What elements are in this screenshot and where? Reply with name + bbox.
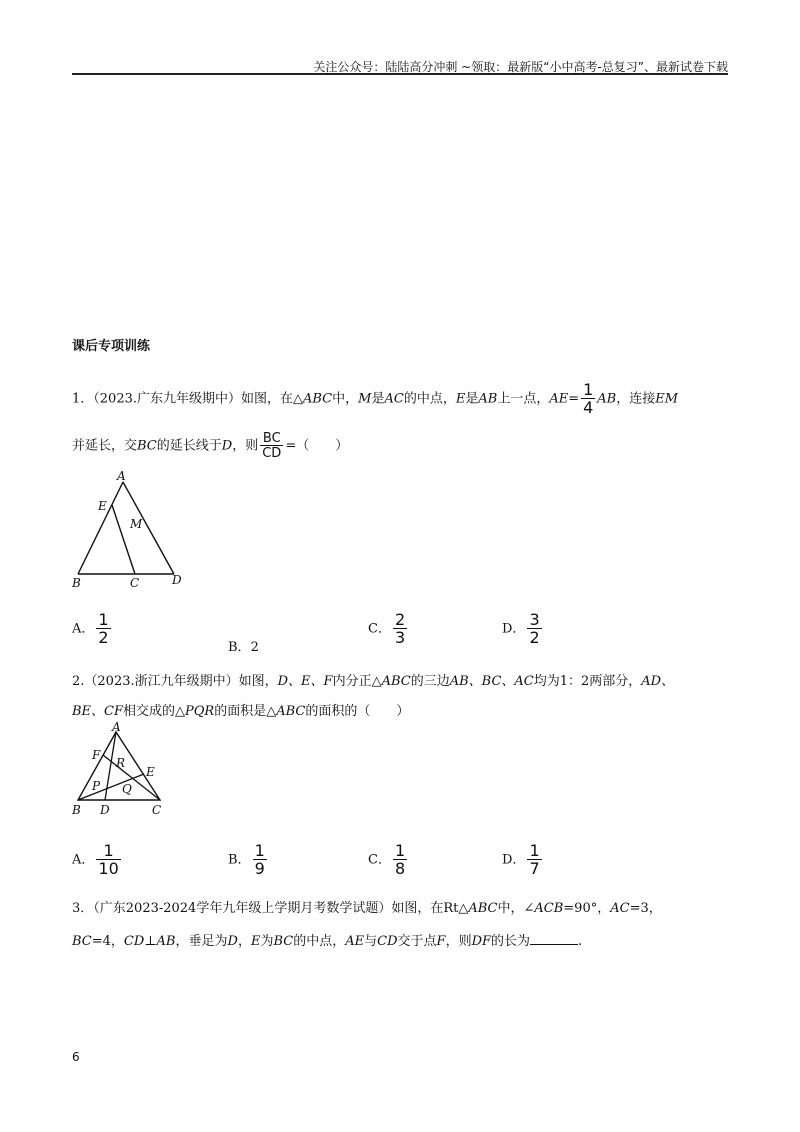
q1-label-c: C: [130, 576, 140, 590]
q3-text: ⊥: [144, 934, 157, 949]
q3-text: =4，: [91, 934, 124, 949]
q1-text: 上一点，: [497, 391, 550, 407]
q1-option-d[interactable]: [502, 612, 544, 646]
q3-text: 与: [364, 934, 378, 949]
q1-text: ，连接: [616, 391, 656, 407]
q3-acb: ACB: [534, 901, 564, 916]
option-fraction: [527, 612, 541, 646]
frac-den: 10: [98, 859, 119, 878]
q3-text: 为: [260, 934, 274, 949]
q1-text: 是: [465, 391, 479, 407]
q2-option-c[interactable]: [368, 843, 409, 877]
q3-ae: AE: [345, 934, 365, 949]
q3-cd: CD: [123, 934, 145, 949]
frac-den: 8: [394, 859, 406, 878]
q1-ab: AB: [597, 391, 617, 407]
q2-abc: ABC: [381, 674, 411, 689]
q1-ratio-den: CD: [262, 446, 282, 461]
option-fraction: [96, 612, 110, 646]
q1-label-b: B: [72, 576, 81, 590]
q3-text: 交于点: [397, 934, 437, 949]
q2-text: 的面积是△: [214, 704, 277, 719]
q2-label-c: C: [152, 803, 162, 817]
q1-ratio-num: BC: [262, 431, 281, 446]
option-fraction: [393, 843, 407, 877]
option-letter: B．: [228, 640, 251, 655]
q3-cd: CD: [377, 934, 398, 949]
option-fraction: [393, 612, 407, 646]
q1-ratio: [260, 432, 283, 460]
header-divider: [72, 73, 728, 75]
option-fraction: [527, 843, 541, 877]
option-fraction: [253, 843, 267, 877]
q3-line1: [72, 897, 662, 916]
q3-text: ，则: [445, 934, 472, 949]
q1-text: 并延长，交: [72, 438, 138, 454]
q1-option-b[interactable]: [228, 636, 259, 655]
q1-side-ab: [78, 482, 123, 574]
q2-label-a: A: [112, 722, 121, 734]
q2-label-e: E: [146, 765, 155, 779]
option-fraction: [96, 843, 120, 877]
q3-text: ，垂足为: [175, 934, 228, 949]
q2-def: D、E、F: [277, 674, 333, 689]
q2-option-b[interactable]: [228, 843, 269, 877]
q2-label-q: Q: [122, 782, 132, 796]
q2-option-a[interactable]: [72, 843, 123, 877]
q1-m: M: [358, 391, 372, 407]
q1-bc: BC: [137, 438, 157, 454]
frac-den: 7: [529, 859, 540, 878]
q1-e: E: [455, 391, 466, 407]
q3-e: E: [250, 934, 261, 949]
frac-num: 1: [254, 841, 265, 860]
q2-label-b: B: [72, 803, 81, 817]
q1-text: 是: [371, 391, 385, 407]
q2-text: 内分正△: [332, 674, 382, 689]
q3-bc: BC: [273, 934, 294, 949]
q2-label-r: R: [116, 756, 126, 770]
q2-line1: [72, 670, 674, 689]
frac-num: 2: [394, 610, 406, 629]
q1-text: =（ ）: [285, 438, 349, 454]
q1-text: ，则: [232, 438, 259, 454]
q2-line2: [72, 700, 409, 719]
q2-label-p: P: [92, 779, 101, 793]
q1-ae-eq: AE=: [549, 391, 580, 407]
q3-ab: AB: [156, 934, 176, 949]
frac-num: 1: [529, 841, 540, 860]
q2-line-be: [78, 774, 144, 800]
frac-den: 2: [529, 628, 540, 647]
q1-ab: AB: [478, 391, 498, 407]
frac-num: 1: [394, 841, 406, 860]
q2-pqr: PQR: [185, 704, 215, 719]
q2-text: 的面积的（ ）: [305, 704, 410, 719]
option-letter: C．: [368, 852, 391, 868]
q2-abc: ABC: [276, 704, 306, 719]
option-letter: B．: [228, 852, 251, 868]
q3-line2: [72, 930, 582, 949]
q1-em: EM: [655, 391, 679, 407]
q1-abc: ABC: [303, 391, 333, 407]
q3-d: D: [227, 934, 238, 949]
q1-text: 的延长线于: [156, 438, 222, 454]
q1-text: 1．（2023.广东九年级期中）如图，在△: [72, 391, 303, 407]
q2-label-d: D: [100, 803, 110, 817]
q3-text: .: [578, 934, 583, 949]
q3-text: =90°，: [563, 901, 611, 916]
q2-text: 的三边: [410, 674, 450, 689]
option-letter: D．: [502, 621, 526, 637]
q1-label-d: D: [172, 573, 182, 587]
q1-frac-num: 1: [583, 380, 594, 399]
option-letter: A．: [72, 621, 95, 637]
q2-text: 2.（2023.浙江九年级期中）如图，: [72, 674, 278, 689]
q3-text: 中，∠: [497, 901, 535, 916]
q1-frac-den: 4: [583, 398, 594, 417]
q3-text: ，: [237, 934, 251, 949]
q2-text: 相交成的△: [123, 704, 186, 719]
q1-label-m: M: [130, 517, 143, 531]
frac-num: 1: [98, 610, 109, 629]
q3-text: 的长为: [491, 934, 531, 949]
q2-sides: AB、BC、AC: [449, 674, 534, 689]
q1-figure: [68, 470, 198, 590]
section-title: 课后专项训练: [72, 339, 151, 354]
frac-num: 1: [103, 841, 114, 860]
option-letter: D．: [502, 852, 526, 868]
q3-abc: ABC: [468, 901, 498, 916]
option-letter: C．: [368, 621, 391, 637]
answer-blank[interactable]: [530, 932, 578, 945]
frac-den: 9: [254, 859, 265, 878]
q2-text: 均为1：2两部分，: [533, 674, 642, 689]
q1-label-a: A: [117, 470, 126, 483]
option-value: 2: [250, 640, 259, 655]
q3-bc: BC: [72, 934, 92, 949]
q1-text: 中，: [332, 391, 359, 407]
q3-ac: AC: [610, 901, 630, 916]
q3-text: 的中点，: [293, 934, 346, 949]
q1-label-e: E: [98, 499, 107, 513]
q2-option-d[interactable]: [502, 843, 544, 877]
frac-den: 3: [394, 628, 406, 647]
q2-figure: [68, 722, 178, 822]
q1-fraction: [581, 382, 595, 416]
q1-line2: [72, 432, 348, 460]
q3-df: DF: [471, 934, 492, 949]
q1-d: D: [221, 438, 233, 454]
q1-option-c[interactable]: [368, 612, 409, 646]
frac-num: 3: [529, 610, 540, 629]
q1-line1: [72, 382, 678, 416]
q1-line-ec: [112, 505, 135, 574]
q1-ac: AC: [384, 391, 404, 407]
option-letter: A．: [72, 852, 95, 868]
q1-text: 的中点，: [403, 391, 456, 407]
q3-text: 3．（广东2023-2024学年九年级上学期月考数学试题）如图，在Rt△: [72, 901, 469, 916]
q3-f: F: [436, 934, 446, 949]
page-header: 关注公众号：陆陆高分冲刺 ~领取：最新版“小中高考-总复习”、最新试卷下载: [313, 60, 728, 74]
q2-be-cf: BE、CF: [72, 704, 124, 719]
page-number: 6: [72, 1050, 80, 1064]
q1-option-a[interactable]: [72, 612, 113, 646]
frac-den: 2: [98, 628, 109, 647]
q3-text: =3，: [629, 901, 662, 916]
q2-ad: AD、: [641, 674, 675, 689]
q2-label-f: F: [92, 748, 101, 762]
